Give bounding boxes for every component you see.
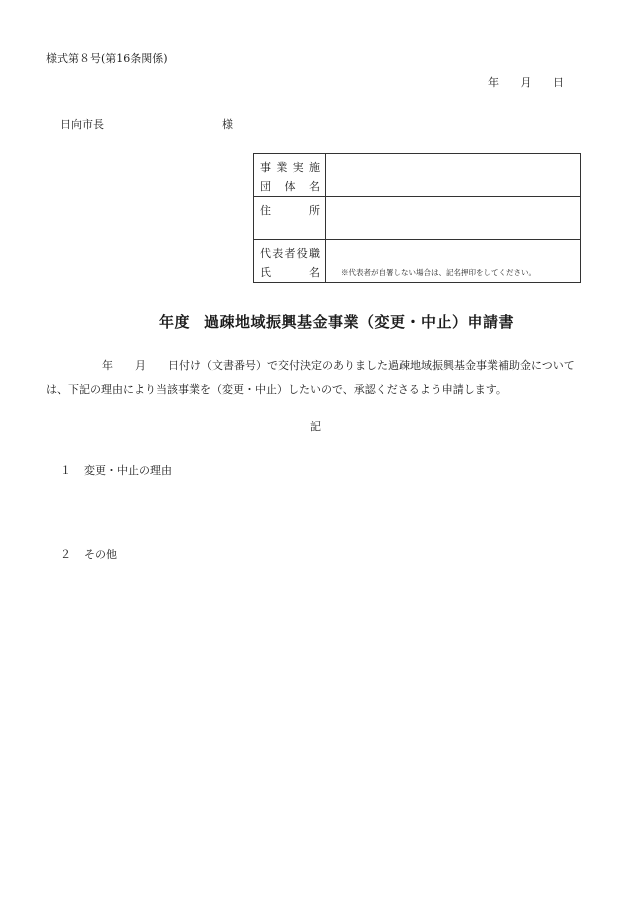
addressee — [60, 116, 233, 132]
document-title — [159, 311, 514, 332]
addressee-honorific: 様 — [222, 118, 233, 131]
org-name-label-line1: 事 業 実 施 — [260, 161, 320, 174]
date-month: 月 — [520, 76, 532, 89]
representative-label-b: 名 — [309, 266, 320, 279]
signature-note: ※代表者が自署しない場合は、記名押印をしてください。 — [341, 268, 536, 277]
address-label-b: 所 — [309, 204, 320, 217]
body-month: 月 — [135, 359, 146, 372]
body-sentence: 日付け（文書番号）で交付決定のありました過疎地域振興基金事業補助金については、下記の理由により当該事業を（変更・中止）したいので、承認くださるよう申請します。 — [46, 359, 575, 396]
list-item — [60, 462, 172, 478]
date-year: 年 — [488, 76, 499, 89]
representative-label — [254, 240, 326, 283]
addressee-name: 日向市長 — [60, 118, 104, 131]
date-line — [488, 74, 564, 90]
list-item — [60, 546, 117, 562]
representative-label-line1: 代表者役職 — [260, 247, 320, 260]
table-row — [254, 154, 581, 197]
body-year: 年 — [102, 359, 113, 372]
address-field[interactable] — [326, 197, 581, 240]
representative-field[interactable] — [326, 240, 581, 283]
item-number: ２ — [60, 548, 71, 561]
address-label-a: 住 — [260, 204, 271, 217]
date-day: 日 — [553, 76, 564, 89]
org-name-field[interactable] — [326, 154, 581, 197]
item-label: その他 — [84, 548, 117, 561]
address-label — [254, 197, 326, 240]
applicant-table — [253, 153, 581, 283]
title-main: 過疎地域振興基金事業（変更・中止）申請書 — [204, 313, 515, 331]
item-number: １ — [60, 464, 71, 477]
item-label: 変更・中止の理由 — [84, 464, 172, 477]
form-number: 様式第８号(第16条関係) — [46, 52, 168, 65]
org-name-label-line2: 団 体 名 — [260, 180, 320, 193]
table-row — [254, 240, 581, 283]
representative-label-a: 氏 — [260, 266, 271, 279]
table-row — [254, 197, 581, 240]
representative-label-line2 — [260, 263, 320, 282]
org-name-label — [254, 154, 326, 197]
body-paragraph — [46, 354, 582, 402]
title-prefix: 年度 — [159, 313, 191, 331]
ki-heading: 記 — [310, 420, 321, 433]
address-label-line — [260, 201, 320, 220]
